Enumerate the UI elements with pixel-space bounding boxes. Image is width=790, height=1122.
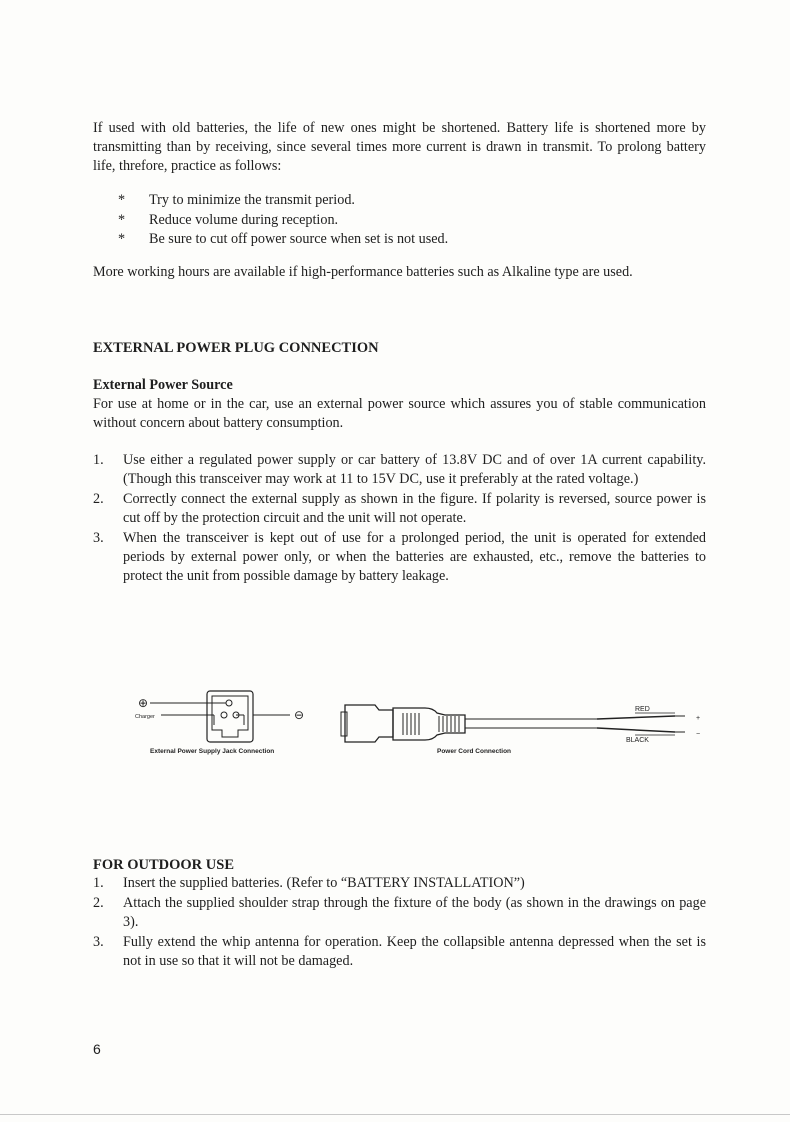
list-item	[118, 230, 448, 250]
bullet-text: Reduce volume during reception.	[149, 211, 339, 228]
item-text: Use either a regulated power supply or car battery of 13.8V DC and of over 1A current capability. (Though this transceiver may work at 11 to 15V DC, use it preferably at the rated voltage.)	[123, 452, 706, 487]
minus-terminal-symbol: ⊖	[293, 708, 305, 722]
item-text: Insert the supplied batteries. (Refer to “BATTERY INSTALLATION”)	[123, 875, 525, 891]
list-item	[118, 191, 448, 211]
bullet-mark: *	[118, 211, 126, 228]
black-wire-label: BLACK	[626, 737, 649, 744]
subheading-external-power-source: External Power Source	[93, 377, 233, 393]
list-item	[93, 529, 706, 586]
minus-wire-sign: −	[696, 731, 701, 738]
plus-wire-sign: +	[696, 715, 701, 722]
page-bottom-edge	[0, 1114, 790, 1115]
red-wire-label: RED	[635, 706, 650, 713]
item-number: 3.	[93, 530, 104, 546]
item-number: 1.	[93, 452, 104, 468]
item-number: 1.	[93, 875, 104, 891]
jack-connection-figure	[130, 685, 330, 760]
list-item	[93, 451, 706, 489]
item-number: 2.	[93, 895, 104, 911]
power-cord-figure	[335, 695, 715, 760]
page-number: 6	[93, 1041, 101, 1057]
plus-terminal-symbol: ⊕	[137, 696, 149, 710]
list-item	[93, 874, 706, 893]
bullet-text: Be sure to cut off power source when set is not used.	[149, 231, 449, 247]
bullet-mark: *	[118, 192, 126, 208]
bullet-mark: *	[118, 231, 126, 247]
section-heading-external-power: EXTERNAL POWER PLUG CONNECTION	[93, 340, 379, 356]
item-text: Attach the supplied shoulder strap through the fixture of the body (as shown in the drawings on page 3).	[123, 895, 706, 930]
intro-paragraph: If used with old batteries, the life of new ones might be shortened. Battery life is shortened more by transmitting than by receiving, since several times more current is drawn in transmit. To prolong battery life, threfore, practice as follows:	[93, 120, 706, 174]
list-item	[93, 490, 706, 528]
jack-figure-caption: External Power Supply Jack Connection	[150, 748, 275, 755]
closing-paragraph: More working hours are available if high-performance batteries such as Alkaline type are used.	[93, 264, 633, 280]
item-number: 3.	[93, 934, 104, 950]
bullet-text: Try to minimize the transmit period.	[149, 192, 355, 208]
external-instructions-list	[93, 451, 706, 587]
item-text: Fully extend the whip antenna for operation. Keep the collapsible antenna depressed when the set is not in use so that it will not be damaged.	[123, 934, 706, 969]
battery-tips-list	[118, 191, 448, 250]
outdoor-instructions-list	[93, 874, 706, 972]
list-item	[93, 894, 706, 932]
list-item	[93, 933, 706, 971]
item-text: Correctly connect the external supply as shown in the figure. If polarity is reversed, source power is cut off by the protection circuit and the unit will not operate.	[123, 491, 706, 526]
charger-label: Charger	[135, 714, 155, 720]
external-paragraph: For use at home or in the car, use an external power source which assures you of stable communication without concern about battery consumption.	[93, 396, 706, 431]
cord-figure-caption: Power Cord Connection	[437, 748, 512, 755]
item-number: 2.	[93, 491, 104, 507]
section-heading-outdoor-use: FOR OUTDOOR USE	[93, 857, 234, 873]
item-text: When the transceiver is kept out of use for a prolonged period, the unit is operated for extended periods by external power only, or when the batteries are exhausted, etc., remove the batteries to protect the unit from possible damage by battery leakage.	[123, 530, 706, 584]
list-item	[118, 211, 448, 231]
